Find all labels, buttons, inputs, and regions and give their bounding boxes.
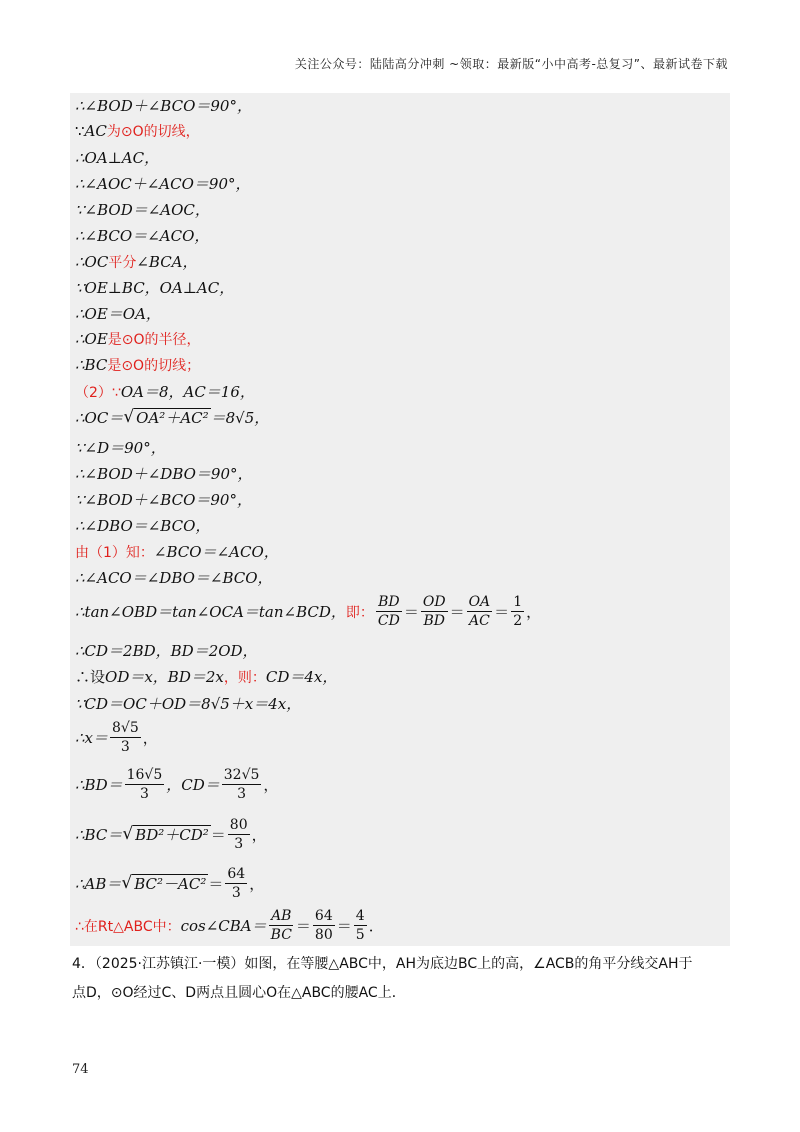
solution-line-15: ∴∠BOD＋∠DBO＝90°， [75, 465, 253, 483]
solution-line-27: ∴AB＝ √ BC²－AC² ＝ $\frac{64}{3}$ ， [75, 866, 265, 901]
solution-line-13: ∴OC＝ √ OA²＋AC² ＝8√5， [75, 407, 270, 427]
solution-line-10: ∴OE 是⊙O的半径， [75, 330, 201, 348]
fraction: $\frac{BD}{CD}$ [377, 594, 400, 629]
fraction: $\frac{64}{3}$ [227, 866, 246, 901]
fraction: $\frac{8√5}{3}$ [112, 720, 139, 755]
solution-line-23: ∵CD＝OC＋OD＝8√5＋x＝4x， [75, 695, 302, 713]
solution-line-18: 由（1）知： ∠BCO＝∠ACO， [75, 543, 279, 561]
solution-line-16: ∵∠BOD＋∠BCO＝90°， [75, 491, 252, 509]
fraction: $\frac{16√5}{3}$ [126, 767, 163, 802]
solution-line-2: ∵ AC 为⊙O的切线， [75, 122, 200, 140]
sqrt-expression: √ BD²＋CD² [122, 824, 209, 844]
fraction: $\frac{AB}{BC}$ [270, 908, 292, 943]
solution-line-26: ∴BC＝ √ BD²＋CD² ＝ $\frac{80}{3}$ ， [75, 817, 267, 852]
solution-line-1: ∴∠BOD＋∠BCO＝90°， [75, 97, 252, 115]
solution-line-20: ∴tan∠OBD＝tan∠OCA＝tan∠BCD， 即： $\frac{BD}{CD}$ ＝ $\frac{OD}{BD}$ ＝ $\frac{OA}{AC}$ ＝ $\frac{1}{2}$ ， [75, 594, 542, 629]
fraction: $\frac{80}{3}$ [229, 817, 248, 852]
solution-line-25: ∴BD＝ $\frac{16√5}{3}$ ，CD＝ $\frac{32√5}{3}$ ， [75, 767, 279, 802]
problem-4-line-1: 4．（2025·江苏镇江·一模）如图，在等腰△ABC中，AH为底边BC上的高，∠ACB的角平分线交AH于 [72, 956, 693, 972]
fraction: $\frac{1}{2}$ [513, 594, 523, 629]
solution-line-14: ∵∠D＝90°， [75, 439, 166, 457]
solution-line-5: ∵∠BOD＝∠AOC， [75, 201, 210, 219]
sqrt-expression: √ OA²＋AC² [123, 407, 209, 427]
sqrt-expression: √ BC²－AC² [121, 873, 207, 893]
solution-line-9: ∴OE＝OA， [75, 305, 161, 323]
fraction: $\frac{32√5}{3}$ [223, 767, 260, 802]
solution-line-4: ∴∠AOC＋∠ACO＝90°， [75, 175, 251, 193]
page-header: 关注公众号：陆陆高分冲刺 ~领取：最新版“小中高考-总复习”、最新试卷下载 [294, 57, 728, 71]
fraction: $\frac{64}{80}$ [314, 908, 333, 943]
solution-line-11: ∴BC 是⊙O的切线； [75, 356, 201, 374]
solution-line-21: ∴CD＝2BD，BD＝2OD， [75, 642, 258, 660]
page-number: 74 [72, 1062, 89, 1077]
solution-line-6: ∴∠BCO＝∠ACO， [75, 227, 210, 245]
solution-line-7: ∴OC 平分 ∠BCA， [75, 252, 198, 271]
solution-line-17: ∴∠DBO＝∠BCO， [75, 517, 211, 535]
solution-line-3: ∴OA⊥AC， [75, 149, 160, 167]
fraction: $\frac{4}{5}$ [355, 908, 365, 943]
problem-4-line-2: 点D，⊙O经过C、D两点且圆心O在△ABC的腰AC上． [72, 985, 406, 1001]
fraction: $\frac{OD}{BD}$ [422, 594, 446, 629]
solution-line-22: ∴设 OD＝x，BD＝2x ，则： CD＝4x， [75, 668, 338, 686]
solution-line-24: ∴x＝ $\frac{8√5}{3}$ ， [75, 720, 158, 755]
fraction: $\frac{OA}{AC}$ [468, 594, 491, 629]
solution-line-28: ∴在Rt△ABC中： cos∠CBA＝ $\frac{AB}{BC}$ ＝ $\frac{64}{80}$ ＝ $\frac{4}{5}$ ． [75, 908, 384, 943]
solution-block [70, 93, 730, 946]
solution-line-8: ∵OE⊥BC，OA⊥AC， [75, 279, 235, 297]
solution-line-19: ∴∠ACO＝∠DBO＝∠BCO， [75, 569, 273, 587]
solution-line-12: （2）∵ OA＝8，AC＝16， [75, 383, 255, 401]
